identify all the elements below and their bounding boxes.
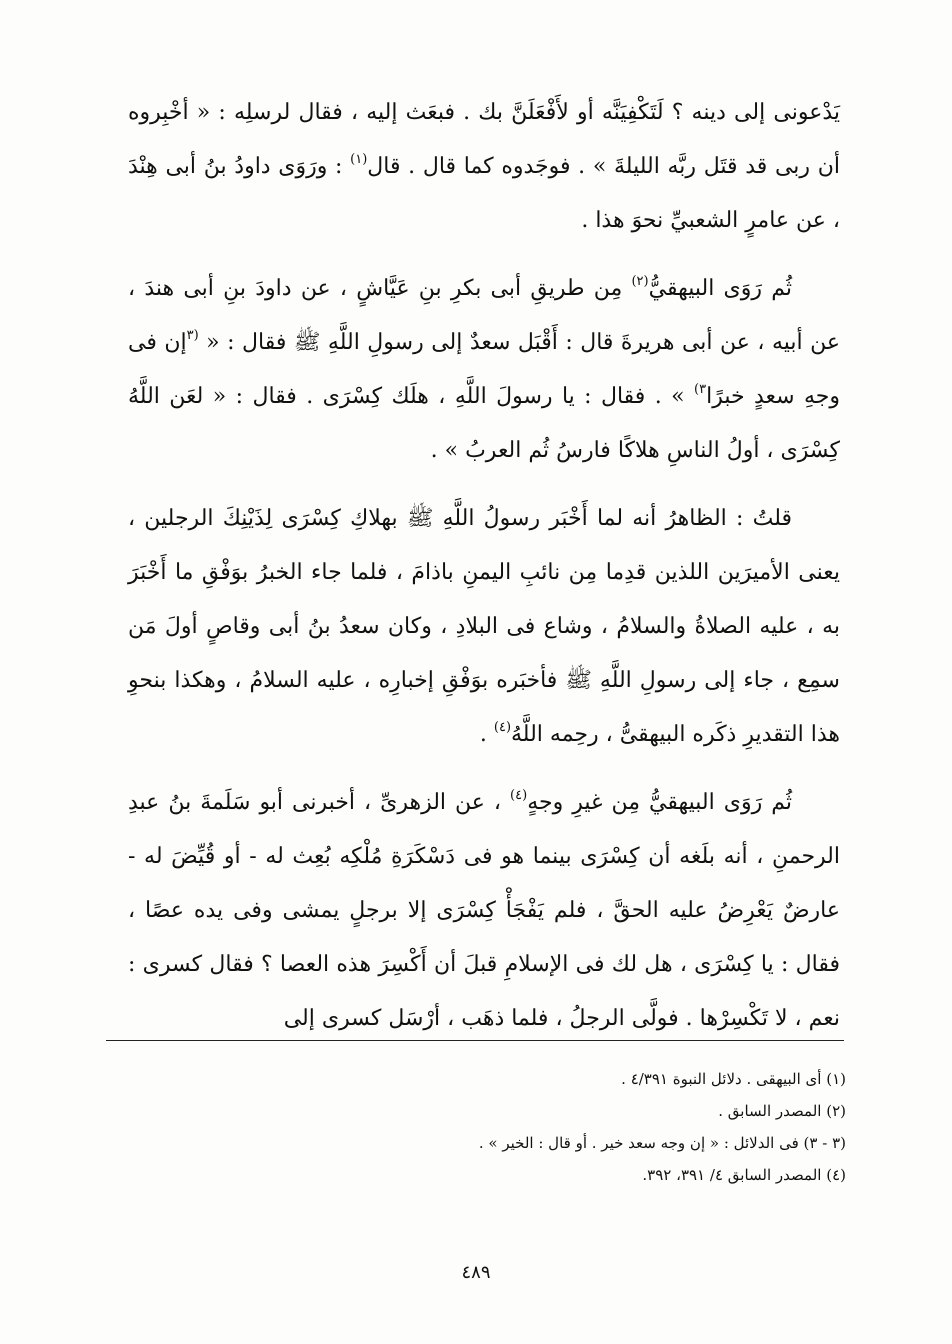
paragraph-4 [128,776,840,1046]
footnote-marker: (١) [350,152,368,167]
footnote-3: (٣ - ٣) فى الدلائل : « إن وجه سعد خير . أو قال : الخير » . [478,1134,846,1152]
paragraph-3 [128,492,840,762]
text-segment: يَدْعونى إلى دينه ؟ لَتَكْفِيَنَّه أو لأَفْعَلَنَّ بك . فبعَث إليه ، فقال لرسلِه : « أخْبِروه أن ربى قد قتَل ربَّه الليلةَ » . فوجَدوه كما قال . قال [128,100,840,179]
footnote-marker: (٣ [186,328,199,343]
footnote-2: (٢) المصدر السابق . [718,1102,846,1120]
footnote-4: (٤) المصدر السابق ٤/ ٣٩١، ٣٩٢. [642,1166,846,1184]
text-segment: ، عن الزهرىِّ ، أخبرنى أبو سَلَمةَ بنُ عبدِ الرحمنِ ، أنه بلَغه أن كِسْرَى بينما هو فى دَسْكَرَةِ مُلْكِه بُعِث له - أو قُيِّضَ له - عارضٌ يَعْرِضُ عليه الحقَّ ، فلم يَفْجَأْ كِسْرَى إلا برجلٍ يمشى وفى يده عصًا ، فقال : يا كِسْرَى ، هل لك فى الإسلامِ قبلَ أن أَكْسِرَ هذه العصا ؟ فقال كسرى : نعم ، لا تَكْسِرْها . فولَّى الرجلُ ، فلما ذهَب ، أرْسَل كسرى إلى [128,790,840,1031]
footnote-marker: (٢) [631,274,649,289]
footnote-1: (١) أى البيهقى . دلائل النبوة ٤/٣٩١ . [621,1070,846,1088]
text-segment: » . فقال : يا رسولَ اللَّهِ ، هلَك كِسْرَى . فقال : « لعَن اللَّهُ كِسْرَى ، أولُ الناسِ هلاكًا فارسُ ثُم العربُ » . [128,384,840,463]
text-segment: ثُم رَوَى البيهقيُّ [648,276,793,301]
text-segment: ثُم رَوَى البيهقيُّ مِن غيرِ وجهٍ [527,790,792,815]
text-segment: مِن طريقِ أبى بكرِ بنِ عَيَّاشٍ ، عن داودَ بنِ أبى هندَ ، عن أبيه ، عن أبى هريرةَ قال : أَقْبَل سعدٌ إلى رسولِ اللَّهِ ﷺ فقال : « [128,276,840,355]
footnote-marker: (٤) [510,788,528,803]
paragraph-1 [128,86,840,248]
footnote-marker: (٤) [493,720,512,735]
footnote-marker: ٣) [694,382,707,397]
text-segment: إن فى وجهِ سعدٍ خبرًا [128,330,840,409]
paragraph-2 [128,262,840,478]
text-segment: قلتُ : الظاهرُ أنه لما أَخْبَر رسولُ اللَّهِ ﷺ بهلاكِ كِسْرَى لِذَيْنِكَ الرجلين ، يعنى الأميرَين اللذين قدِما مِن نائبِ اليمنِ باذامَ ، فلما جاء الخبرُ بوَفْقِ ما أَخْبَرَ به ، عليه الصلاةُ والسلامُ ، وشاع فى البلادِ ، وكان سعدُ بنُ أبى وقاصٍ أولَ مَن سمِع ، جاء إلى رسولِ اللَّهِ ﷺ فأخبَره بوَفْقِ إخبارِه ، عليه السلامُ ، وهكذا بنحوِ هذا التقديرِ ذكَره البيهقىُّ ، رحِمه اللَّهُ [128,506,840,747]
text-segment: : ورَوَى داودُ بنُ أبى هِنْدَ ، عن عامرٍ الشعبيِّ نحوَ هذا . [128,154,840,233]
footnotes [128,1064,846,1192]
text-segment: . [479,722,494,747]
main-text [128,86,840,1060]
page-number: ٤٨٩ [461,1262,491,1283]
footnote-separator [106,1040,844,1041]
